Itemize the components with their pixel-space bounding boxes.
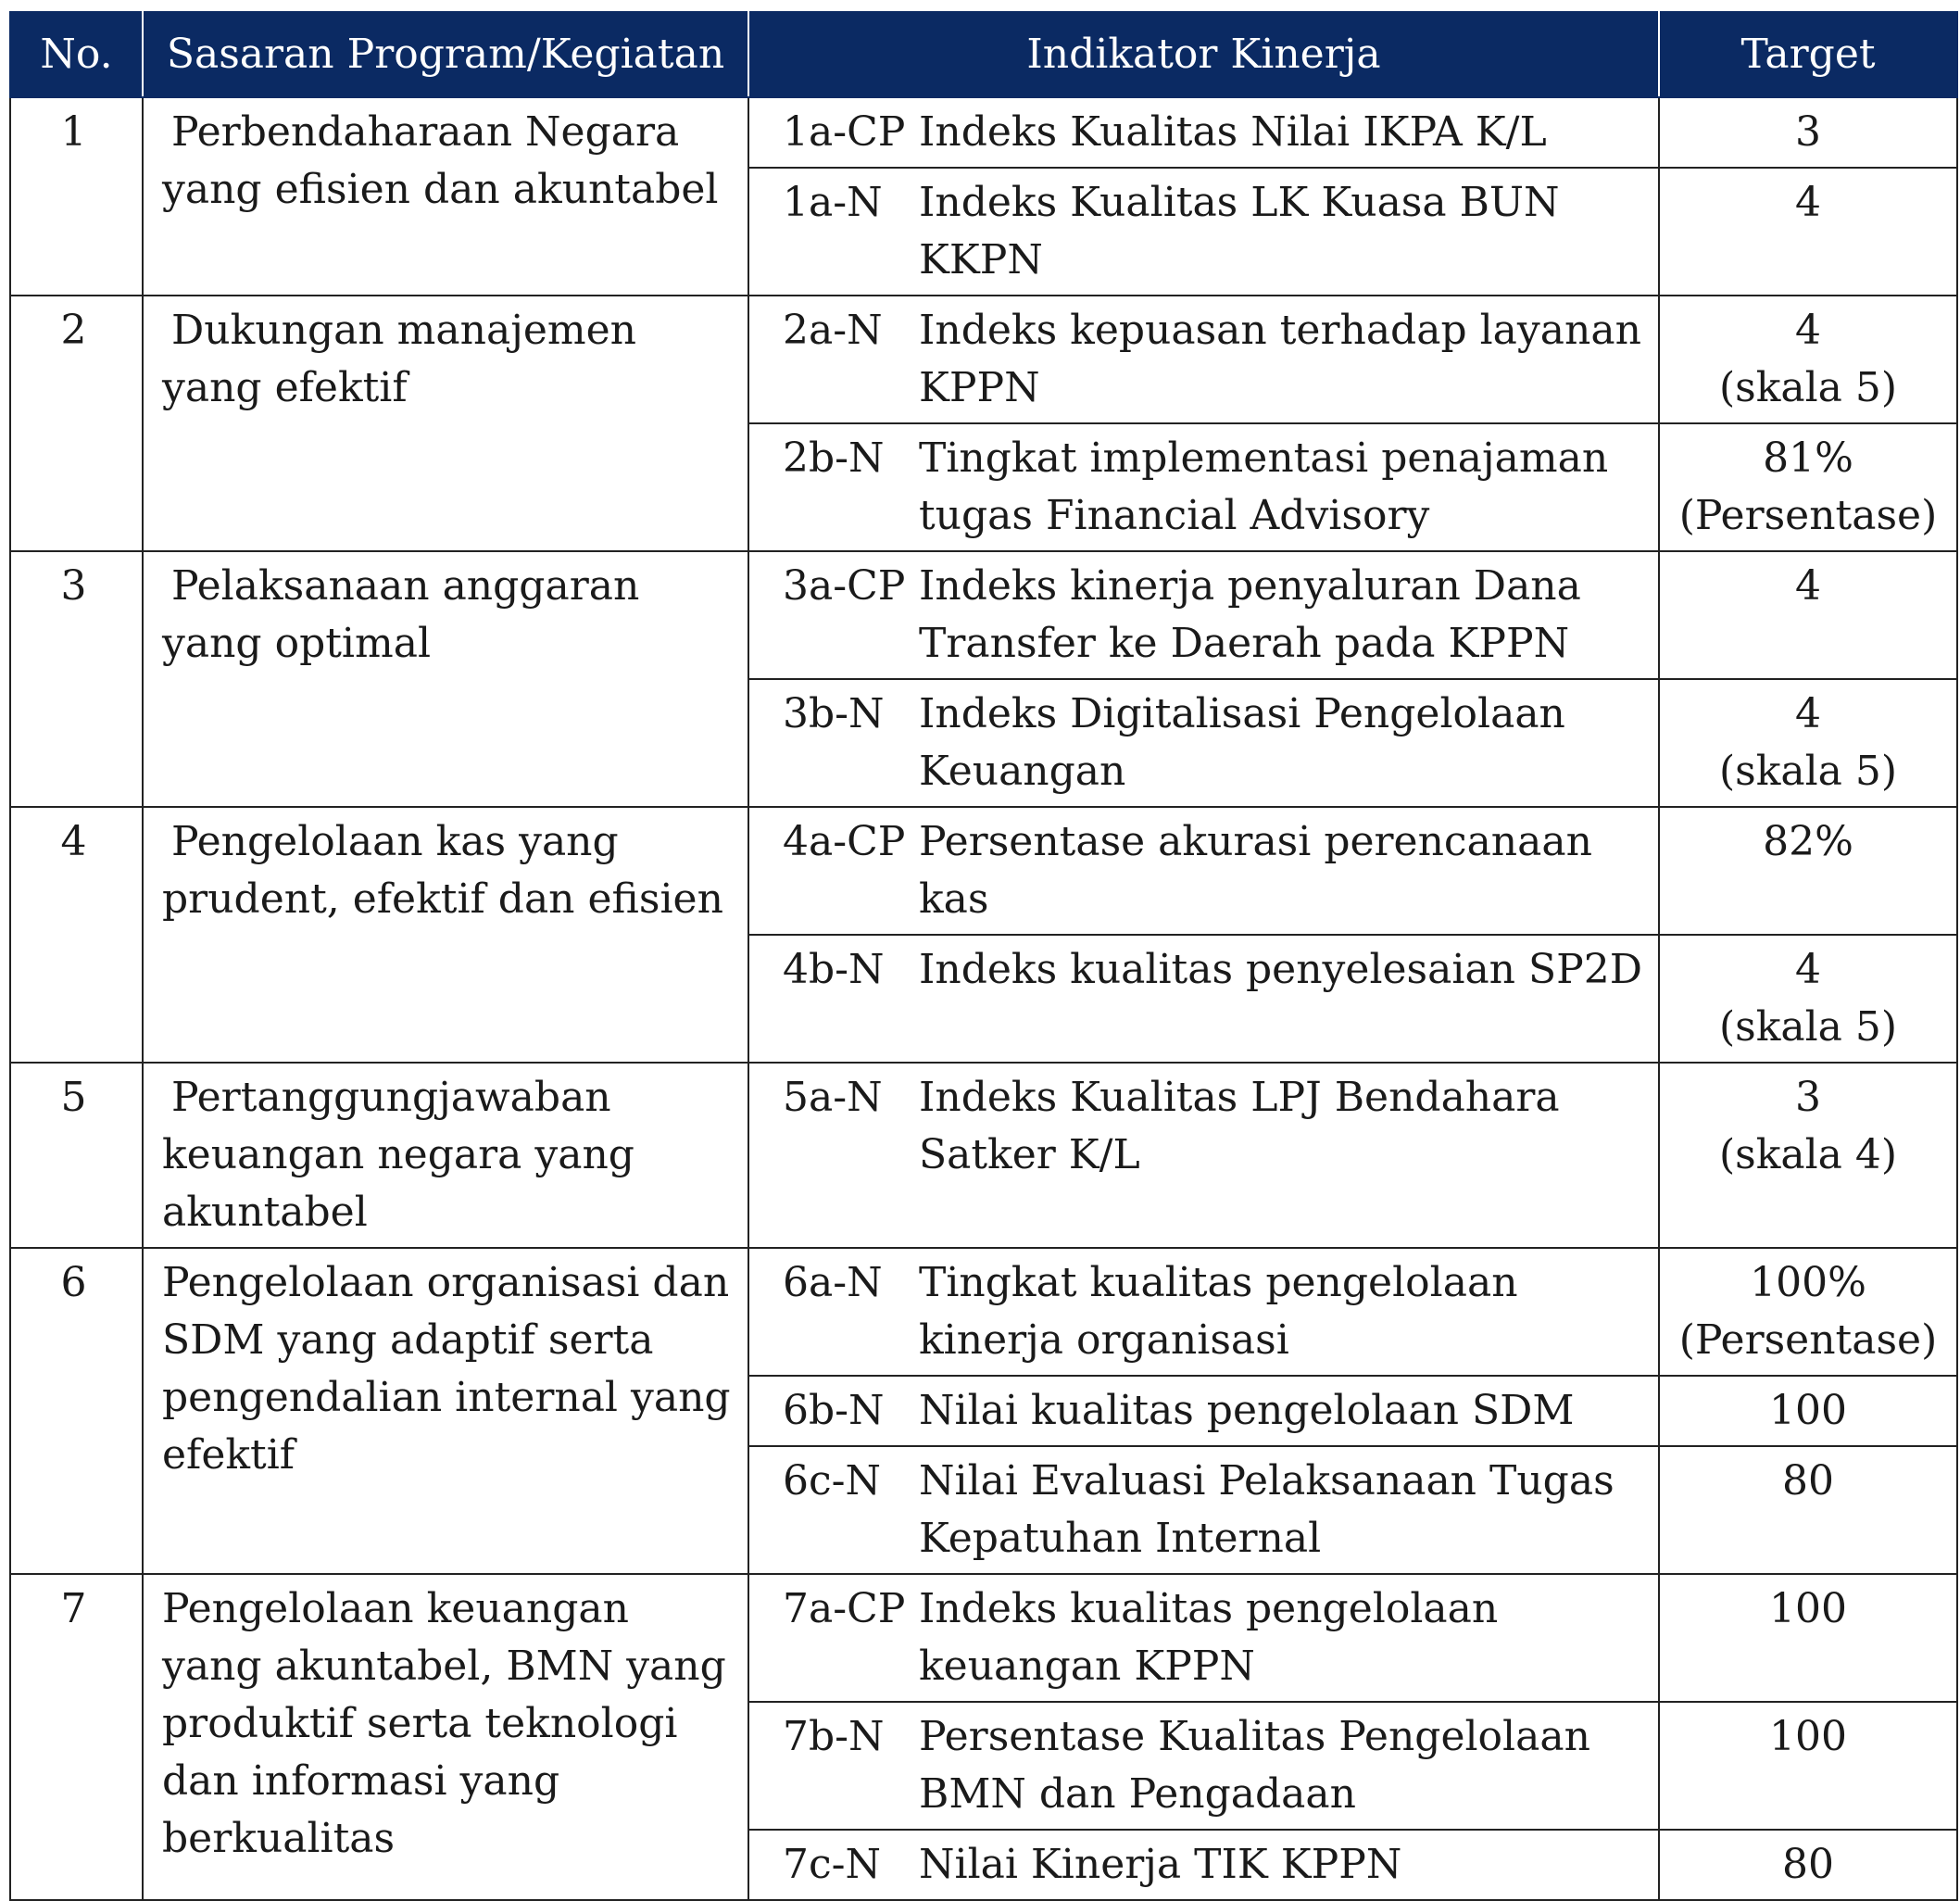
indicator-text: Nilai Evaluasi Pelaksanaan Tugas Kepatuhan Internal [919,1446,1659,1574]
target-value: 100 [1769,1387,1847,1434]
row-number: 2 [10,296,143,551]
table-row [10,1248,1957,1376]
indicator-code: 4b-N [748,935,919,1063]
target-cell [1659,1574,1957,1702]
target-value: 4 [1795,946,1821,993]
target-value: 4 [1795,307,1821,354]
target-value: 4 [1795,690,1821,737]
table-row [10,807,1957,935]
target-note: (skala 4) [1718,1131,1898,1178]
target-cell [1659,1376,1957,1446]
indicator-text: Persentase Kualitas Pengelolaan BMN dan Pengadaan [919,1702,1659,1830]
indicator-text: Tingkat implementasi penajaman tugas Financial Advisory [919,423,1659,551]
row-number: 5 [10,1063,143,1248]
sasaran-text: Pengelolaan keuangan yang akuntabel, BMN yang produktif serta teknologi dan informasi yang berkualitas [162,1585,726,1862]
target-value: 80 [1782,1841,1834,1888]
table-row [10,296,1957,423]
target-note: (Persentase) [1678,1316,1938,1364]
indicator-code: 3a-CP [748,551,919,679]
indicator-code: 6c-N [748,1446,919,1574]
sasaran-text: Perbendaharaan Negara yang efisien dan akuntabel [162,108,719,213]
indicator-code: 4a-CP [748,807,919,935]
sasaran-cell [143,807,748,1063]
target-note: (skala 5) [1718,748,1898,795]
indicator-code: 2a-N [748,296,919,423]
indicator-code: 7a-CP [748,1574,919,1702]
header-indikator: Indikator Kinerja [748,12,1659,97]
indicator-code: 7c-N [748,1830,919,1900]
row-number: 1 [10,97,143,296]
indicator-text: Indeks Kualitas LPJ Bendahara Satker K/L [919,1063,1659,1248]
sasaran-cell [143,1063,748,1248]
table-body [10,97,1957,1900]
indicator-text: Nilai Kinerja TIK KPPN [919,1830,1659,1900]
indicator-text: Indeks kualitas penyelesaian SP2D [919,935,1659,1063]
sasaran-cell [143,97,748,296]
sasaran-cell [143,1574,748,1900]
indicator-text: Nilai kualitas pengelolaan SDM [919,1376,1659,1446]
target-cell [1659,1063,1957,1248]
target-value: 4 [1795,562,1821,610]
sasaran-cell [143,296,748,551]
target-cell [1659,551,1957,679]
target-cell [1659,423,1957,551]
target-note: (skala 5) [1718,1003,1898,1051]
sasaran-text: Pelaksanaan anggaran yang optimal [162,562,640,667]
target-value: 3 [1795,1074,1821,1121]
table-row [10,1063,1957,1248]
indicator-code: 3b-N [748,679,919,807]
indicator-code: 5a-N [748,1063,919,1248]
target-value: 81% [1763,434,1853,482]
row-number: 6 [10,1248,143,1574]
target-cell [1659,97,1957,168]
target-value: 100% [1750,1259,1866,1306]
target-value: 100 [1769,1713,1847,1760]
target-value: 3 [1795,108,1821,156]
target-cell [1659,1446,1957,1574]
performance-indicator-table [9,11,1958,1901]
target-value: 82% [1763,818,1853,865]
target-cell [1659,935,1957,1063]
sasaran-text: Pengelolaan organisasi dan SDM yang adaptif serta pengendalian internal yang efektif [162,1259,731,1479]
header-target: Target [1659,12,1957,97]
indicator-text: Tingkat kualitas pengelolaan kinerja organisasi [919,1248,1659,1376]
sasaran-text: Pengelolaan kas yang prudent, efektif dan efisien [162,818,723,923]
table-row [10,551,1957,679]
indicator-text: Indeks Digitalisasi Pengelolaan Keuangan [919,679,1659,807]
sasaran-cell [143,551,748,807]
header-sasaran: Sasaran Program/Kegiatan [143,12,748,97]
target-value: 100 [1769,1585,1847,1632]
table-row [10,97,1957,168]
indicator-text: Indeks Kualitas Nilai IKPA K/L [919,97,1659,168]
indicator-text: Indeks kinerja penyaluran Dana Transfer ke Daerah pada KPPN [919,551,1659,679]
header-no: No. [10,12,143,97]
indicator-code: 1a-N [748,168,919,296]
target-cell [1659,1830,1957,1900]
sasaran-text: Pertanggungjawaban keuangan negara yang akuntabel [162,1074,634,1236]
target-cell [1659,1702,1957,1830]
target-value: 4 [1795,179,1821,226]
target-cell [1659,296,1957,423]
table-header-row [10,12,1957,97]
row-number: 3 [10,551,143,807]
target-value: 80 [1782,1457,1834,1504]
target-cell [1659,1248,1957,1376]
indicator-code: 6b-N [748,1376,919,1446]
target-cell [1659,807,1957,935]
indicator-code: 1a-CP [748,97,919,168]
indicator-code: 6a-N [748,1248,919,1376]
indicator-text: Indeks kualitas pengelolaan keuangan KPPN [919,1574,1659,1702]
sasaran-cell [143,1248,748,1574]
target-note: (skala 5) [1718,364,1898,411]
indicator-text: Persentase akurasi perencanaan kas [919,807,1659,935]
target-note: (Persentase) [1678,492,1938,539]
table-row [10,1574,1957,1702]
sasaran-text: Dukungan manajemen yang efektif [162,307,636,411]
row-number: 4 [10,807,143,1063]
row-number: 7 [10,1574,143,1900]
indicator-code: 2b-N [748,423,919,551]
indicator-text: Indeks kepuasan terhadap layanan KPPN [919,296,1659,423]
indicator-text: Indeks Kualitas LK Kuasa BUN KKPN [919,168,1659,296]
target-cell [1659,679,1957,807]
indicator-code: 7b-N [748,1702,919,1830]
target-cell [1659,168,1957,296]
